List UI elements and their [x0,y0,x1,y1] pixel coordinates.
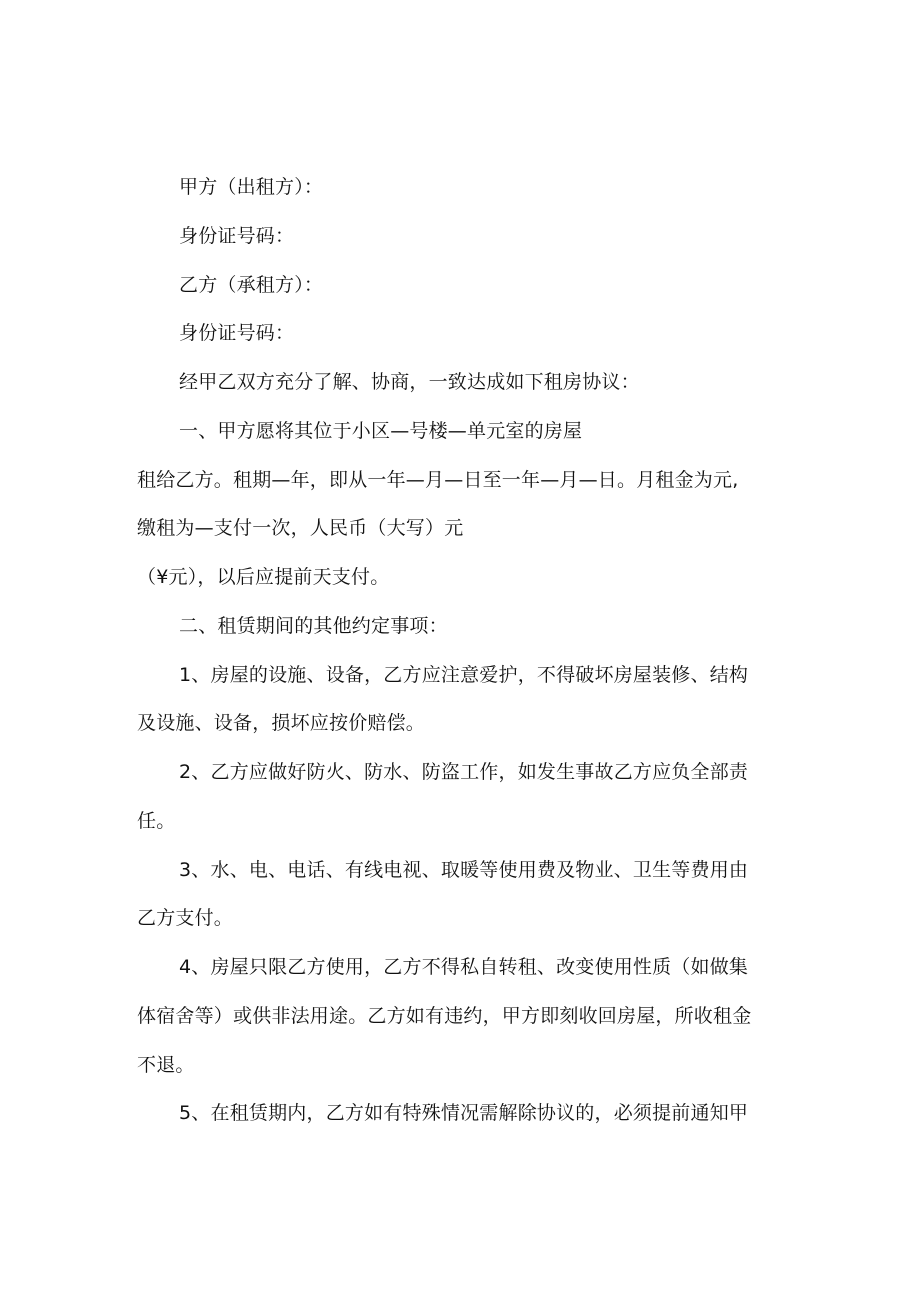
intro-paragraph: 经甲乙双方充分了解、协商，一致达成如下租房协议： [179,371,640,393]
section1-line: 租给乙方。租期—年，即从一年—月—日至一年—月—日。月租金为元, [137,469,739,491]
clause-1-line: 及设施、设备，损坏应按价赔偿。 [137,712,426,734]
clause-3-line: 3、水、电、电话、有线电视、取暖等使用费及物业、卫生等费用由 [179,859,749,881]
section2-heading: 二、租赁期间的其他约定事项： [179,615,448,637]
party-a-id-label: 身份证号码： [179,225,295,247]
clause-4-line: 体宿舍等）或供非法用途。乙方如有违约，甲方即刻收回房屋，所收租金 [137,1005,752,1027]
clause-5-line: 5、在租赁期内，乙方如有特殊情况需解除协议的，必须提前通知甲 [179,1102,749,1124]
clause-2-line: 2、乙方应做好防火、防水、防盗工作，如发生事故乙方应负全部责 [179,761,749,783]
clause-2-line: 任。 [137,810,176,832]
party-b-label: 乙方（承租方）： [179,274,324,296]
section1-line: 缴租为—支付一次，人民币（大写）元 [137,517,464,539]
clause-4-line: 不退。 [137,1054,195,1076]
section1-line: 一、甲方愿将其位于小区—号楼—单元室的房屋 [179,420,583,442]
clause-3-line: 乙方支付。 [137,907,234,929]
section1-line: （¥元），以后应提前天支付。 [137,566,390,588]
clause-1-line: 1、房屋的设施、设备，乙方应注意爱护，不得破坏房屋装修、结构 [179,664,749,686]
clause-4-line: 4、房屋只限乙方使用，乙方不得私自转租、改变使用性质（如做集 [179,956,749,978]
party-b-id-label: 身份证号码： [179,322,295,344]
party-a-label: 甲方（出租方）： [179,176,324,198]
